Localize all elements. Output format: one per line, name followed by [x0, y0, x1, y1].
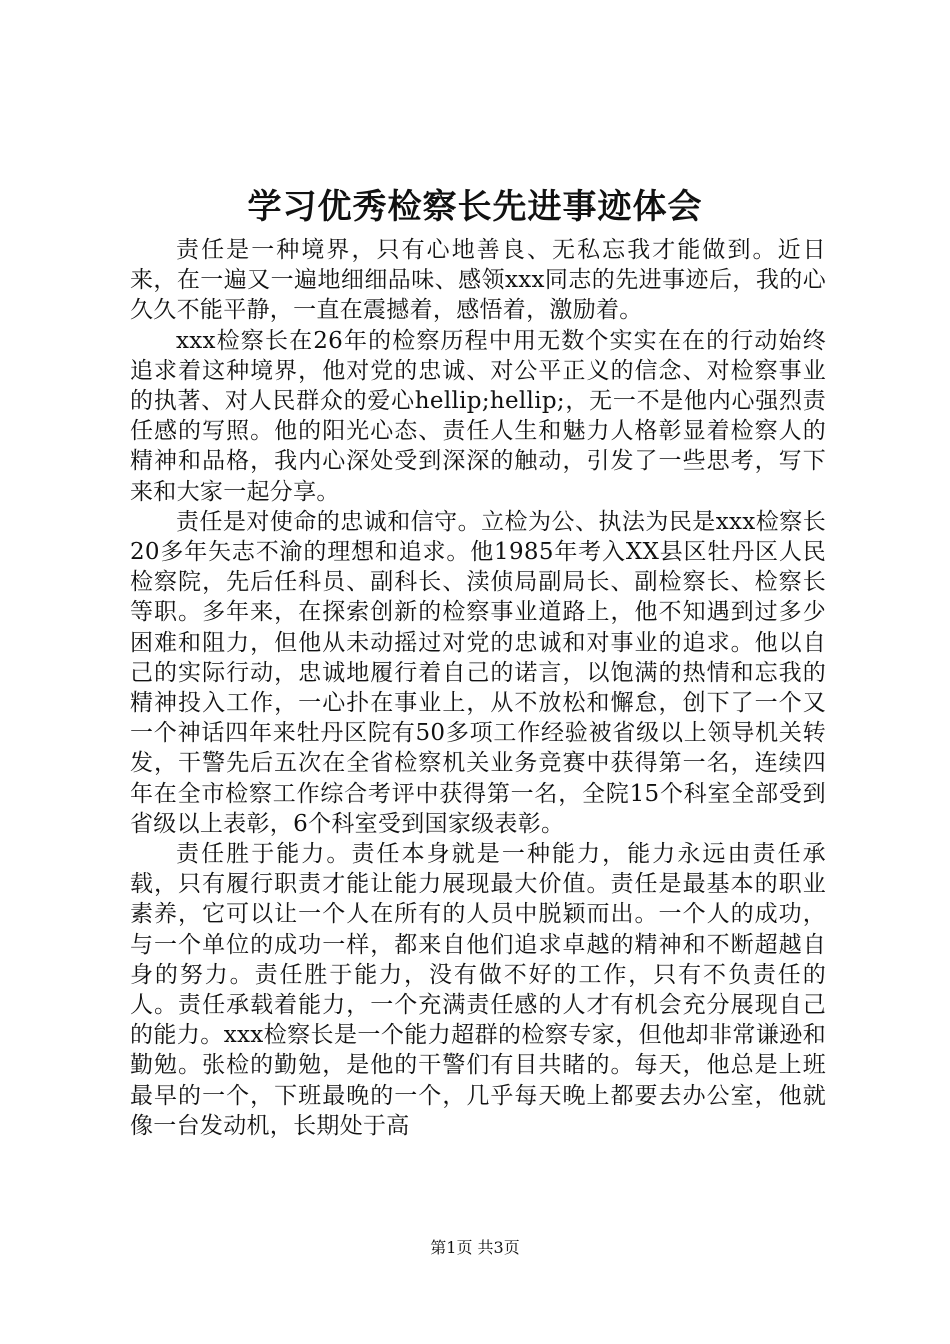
paragraph: xxx检察长在26年的检察历程中用无数个实实在在的行动始终追求着这种境界，他对党的忠诚、对公平正义的信念、对检察事业的执著、对人民群众的爱心hellip;hellip;，无一不是他内心强烈责任感的写照。他的阳光心态、责任人生和魅力人格彰显着检察人的精神和品格，我内心深处受到深深的触动，引发了一些思考，写下来和大家一起分享。 [130, 327, 826, 505]
page-number-footer: 第1页 共3页 [430, 1238, 520, 1257]
paragraph: 责任是一种境界，只有心地善良、无私忘我才能做到。近日来，在一遍又一遍地细细品味、感领xxx同志的先进事迹后，我的心久久不能平静，一直在震撼着，感悟着，激励着。 [130, 237, 826, 324]
document-body [130, 235, 826, 1141]
paragraph: 责任胜于能力。责任本身就是一种能力，能力永远由责任承载，只有履行职责才能让能力展现最大价值。责任是最基本的职业素养，它可以让一个人在所有的人员中脱颖而出。一个人的成功，与一个单位的成功一样，都来自他们追求卓越的精神和不断超越自身的努力。责任胜于能力，没有做不好的工作，只有不负责任的人。责任承载着能力，一个充满责任感的人才有机会充分展现自己的能力。xxx检察长是一个能力超群的检察专家，但他却非常谦逊和勤勉。张检的勤勉，是他的干警们有目共睹的。每天，他总是上班最早的一个，下班最晚的一个，几乎每天晚上都要去办公室，他就像一台发动机，长期处于高 [130, 841, 826, 1139]
document-title: 学习优秀检察长先进事迹体会 [247, 187, 703, 227]
paragraph: 责任是对使命的忠诚和信守。立检为公、执法为民是xxx检察长20多年矢志不渝的理想和追求。他1985年考入XX县区牡丹区人民检察院，先后任科员、副科长、渎侦局副局长、副检察长、检察长等职。多年来，在探索创新的检察事业道路上，他不知遇到过多少困难和阻力，但他从未动摇过对党的忠诚和对事业的追求。他以自己的实际行动，忠诚地履行着自己的诺言，以饱满的热情和忘我的精神投入工作，一心扑在事业上，从不放松和懈怠，创下了一个又一个神话四年来牡丹区院有50多项工作经验被省级以上领导机关转发，干警先后五次在全省检察机关业务竞赛中获得第一名，连续四年在全市检察工作综合考评中获得第一名，全院15个科室全部受到省级以上表彰，6个科室受到国家级表彰。 [130, 508, 826, 837]
